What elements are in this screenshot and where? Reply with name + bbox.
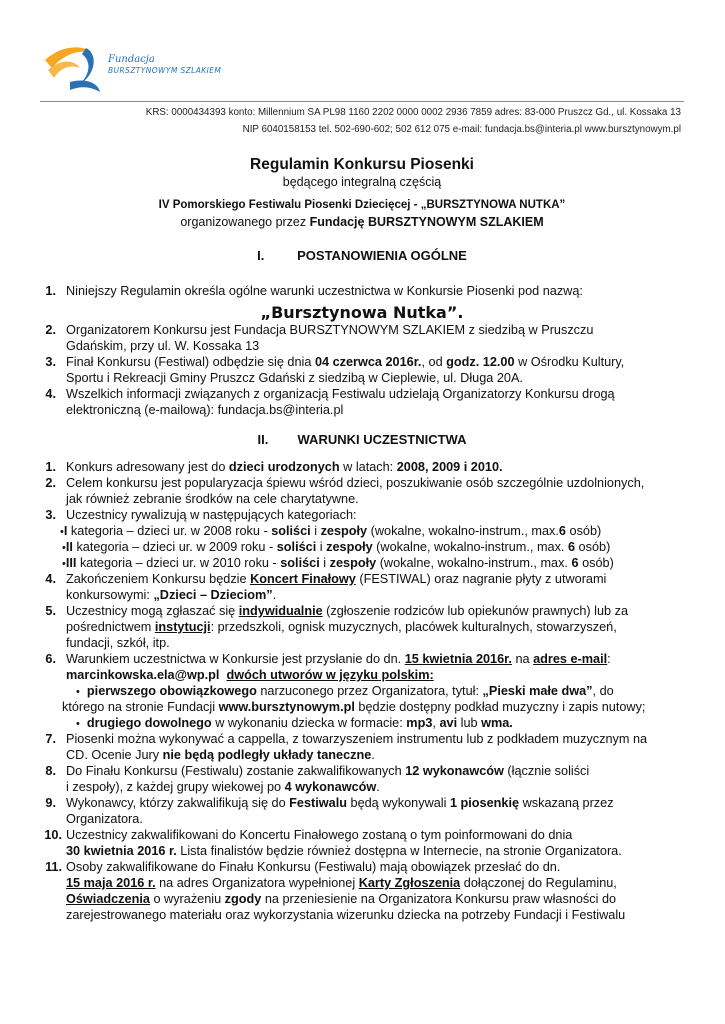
s2-num-8: 8. — [45, 764, 56, 778]
s2-num-3: 3. — [45, 508, 56, 522]
s2-p5c: fundacji, szkół, itp. — [66, 636, 170, 650]
s2-p11a: Osoby zakwalifikowane do Finału Konkursu (Festiwalu) mają obowiązek przesłać do dn. — [66, 860, 561, 874]
category-3: •III kategoria – dzieci ur. w 2010 roku - soliści i zespoły (wokalne, wokalno-instrum., max. 6 osób) — [62, 556, 614, 570]
bullet-icon: • — [60, 526, 64, 538]
s2-p5b: pośrednictwem instytucji: przedszkoli, ognisk muzycznych, placówek kulturalnych, stowarzyszeń, — [66, 620, 617, 634]
s1-p4b: elektroniczną (e-mailową): fundacja.bs@interia.pl — [66, 403, 344, 417]
s2-p6b: marcinkowska.ela@wp.pl dwóch utworów w języku polskim: — [66, 668, 434, 682]
s2-p7a: Piosenki można wykonywać a cappella, z towarzyszeniem instrumentu lub z podkładem muzycznym na — [66, 732, 648, 746]
s1-num-4: 4. — [45, 387, 56, 401]
s2-num-7: 7. — [45, 732, 56, 746]
s1-num-1: 1. — [45, 284, 56, 298]
s2-p8b: i zespoły), z każdej grupy wiekowej po 4 wykonawców. — [66, 780, 380, 794]
s1-p1: Niniejszy Regulamin określa ogólne warunki uczestnictwa w Konkursie Piosenki pod nazwą: — [66, 284, 583, 298]
s2-num-10: 10. — [44, 828, 62, 842]
s2-p2a: Celem konkursu jest popularyzacja śpiewu wśród dzieci, poszukiwanie osób szczególnie uzdolnionych, — [66, 476, 645, 490]
s2-p5a: Uczestnicy mogą zgłaszać się indywidualnie (zgłoszenie rodziców lub opiekunów prawnych) lub za — [66, 604, 629, 618]
bullet-icon: • — [76, 718, 80, 730]
s2-p1: Konkurs adresowany jest do dzieci urodzonych w latach: 2008, 2009 i 2010. — [66, 460, 503, 474]
logo-name-1: Fundacja — [108, 54, 155, 65]
organizer-pre: organizowanego przez — [180, 215, 310, 229]
s2-num-6: 6. — [45, 652, 56, 666]
bullet-icon: • — [62, 558, 66, 570]
s2-p10b: 30 kwietnia 2016 r. Lista finalistów będzie również dostępna w Internecie, na stronie Organizatora. — [66, 844, 622, 858]
section-1-num: I. — [257, 248, 265, 263]
s1-p2a: Organizatorem Konkursu jest Fundacja BURSZTYNOWYM SZLAKIEM z siedzibą w Pruszczu — [66, 323, 594, 337]
s1-p3b: Sportu i Rekreacji Gminy Pruszcz Gdański z siedzibą w Cieplewie, ul. Długa 20A. — [66, 371, 523, 385]
category-1: •I kategoria – dzieci ur. w 2008 roku - soliści i zespoły (wokalne, wokalno-instrum., max.6 osób) — [60, 524, 602, 538]
section-1-title: POSTANOWIENIA OGÓLNE — [297, 248, 467, 263]
s1-p2b: Gdańskim, przy ul. W. Kossaka 13 — [66, 339, 260, 353]
section-2-title: WARUNKI UCZESTNICTWA — [297, 432, 467, 447]
s2-num-1: 1. — [45, 460, 56, 474]
s2-num-4: 4. — [45, 572, 56, 586]
s1-num-3: 3. — [45, 355, 56, 369]
organizer-name: Fundację BURSZTYNOWYM SZLAKIEM — [309, 215, 544, 229]
s2-p6d: którego na stronie Fundacji www.bursztynowym.pl będzie dostępny podkład muzyczny i zapis nutowy; — [62, 700, 646, 714]
s2-p4a: Zakończeniem Konkursu będzie Koncert Finałowy (FESTIWAL) oraz nagranie płyty z utworami — [66, 572, 607, 586]
s2-num-9: 9. — [45, 796, 56, 810]
logo-mark-icon — [40, 38, 110, 100]
header-line-1: KRS: 0000434393 konto: Millennium SA PL98 1160 2202 0000 0002 2936 7859 adres: 83-000 Pruszcz Gd., ul. Kossaka 13 — [145, 107, 681, 118]
organizer-line — [40, 215, 684, 229]
s2-p10a: Uczestnicy zakwalifikowani do Koncertu Finałowego zostaną o tym poinformowani do dnia — [66, 828, 573, 842]
s2-p6c: • pierwszego obowiązkowego narzuconego przez Organizatora, tytuł: „Pieski małe dwa”, do — [76, 684, 614, 698]
section-2-num: II. — [257, 432, 269, 447]
bullet-icon: • — [62, 542, 66, 554]
foundation-logo — [40, 38, 240, 100]
s2-num-2: 2. — [45, 476, 56, 490]
s2-p11d: zarejestrowanego materiału oraz wykorzystania wizerunku dziecka na potrzeby Fundacji i Festiwalu — [66, 908, 626, 922]
s1-num-2: 2. — [45, 323, 56, 337]
s2-p6a: Warunkiem uczestnictwa w Konkursie jest przysłanie do dn. 15 kwietnia 2016r. na adres e-mail: — [66, 652, 611, 666]
s2-p11c: Oświadczenia o wyrażeniu zgody na przeniesienie na Organizatora Konkursu praw własności do — [66, 892, 617, 906]
s2-num-11: 11. — [45, 860, 62, 874]
festival-line: IV Pomorskiego Festiwalu Piosenki Dziecięcej - „BURSZTYNOWA NUTKA” — [158, 199, 566, 211]
page-title: Regulamin Konkursu Piosenki — [250, 156, 474, 173]
s1-p3a: Finał Konkursu (Festiwal) odbędzie się dnia 04 czerwca 2016r., od godz. 12.00 w Ośrodku Kultury, — [66, 355, 625, 369]
header-line-2: NIP 6040158153 tel. 502-690-602; 502 612 075 e-mail: fundacja.bs@interia.pl www.bursztynowym.pl — [242, 124, 681, 135]
s2-num-5: 5. — [45, 604, 56, 618]
s2-p4b: konkursowymi: „Dzieci – Dzieciom”. — [66, 588, 277, 602]
section-1-heading — [40, 248, 684, 263]
s1-p4a: Wszelkich informacji związanych z organizacją Festiwalu udzielają Organizatorzy Konkursu drogą — [66, 387, 615, 401]
s2-p6e: • drugiego dowolnego w wykonaniu dziecka w formacie: mp3, avi lub wma. — [76, 716, 513, 730]
s2-p8a: Do Finału Konkursu (Festiwalu) zostanie zakwalifikowanych 12 wykonawców (łącznie soliści — [66, 764, 590, 778]
section-2-heading — [40, 432, 684, 447]
s2-p3: Uczestnicy rywalizują w następujących kategoriach: — [66, 508, 357, 522]
header-divider — [40, 101, 684, 102]
s2-p11b: 15 maja 2016 r. na adres Organizatora wypełnionej Karty Zgłoszenia dołączonej do Regulaminu, — [66, 876, 617, 890]
contest-name: „Bursztynowa Nutka”. — [260, 303, 464, 322]
s2-p7b: CD. Ocenie Jury nie będą podległy układy taneczne. — [66, 748, 375, 762]
s2-p9b: Organizatora. — [66, 812, 143, 826]
s2-p2b: jak również zebranie środków na cele charytatywne. — [66, 492, 359, 506]
subtitle: będącego integralną częścią — [282, 175, 442, 189]
bullet-icon: • — [76, 686, 80, 698]
s2-p9a: Wykonawcy, którzy zakwalifikują się do Festiwalu będą wykonywali 1 piosenkię wskazaną przez — [66, 796, 614, 810]
logo-name-2: BURSZTYNOWYM SZLAKIEM — [108, 66, 222, 75]
category-2: •II kategoria – dzieci ur. w 2009 roku - soliści i zespoły (wokalne, wokalno-instrum., max. 6 osób) — [62, 540, 611, 554]
